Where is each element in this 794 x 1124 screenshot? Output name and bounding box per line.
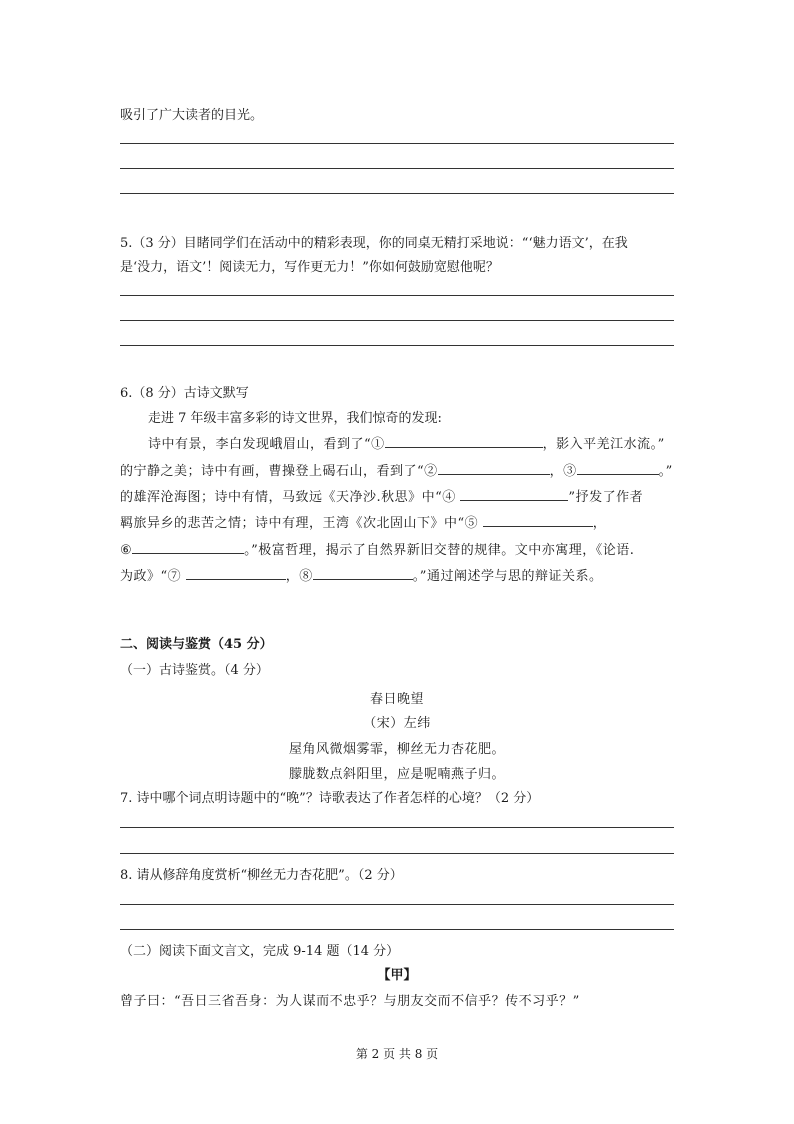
poem-line2: 朦胧数点斜阳里，应是呢喃燕子归。	[288, 767, 505, 782]
blank-2[interactable]	[438, 460, 550, 475]
blank-8[interactable]	[313, 565, 413, 580]
quote-line: 曾子曰：“吾日三省吾身：为人谋而不忠乎？与朋友交而不信乎？传不习乎？”	[120, 994, 580, 1009]
q6-heading: 6.（8 分）古诗文默写	[120, 386, 249, 401]
answer-line[interactable]	[120, 904, 674, 905]
answer-line[interactable]	[120, 827, 674, 828]
blank-6[interactable]	[132, 539, 244, 554]
answer-line[interactable]	[120, 929, 674, 930]
poem-author: （宋）左纬	[363, 716, 431, 731]
q6-line3: 的雄浑沧海图；诗中有情，马致远《天净沙.秋思》中“④ ”抒发了作者	[120, 486, 643, 505]
answer-line[interactable]	[120, 143, 674, 144]
blank-3[interactable]	[577, 460, 659, 475]
jia-label: 【甲】	[377, 968, 417, 983]
q6-line5: ⑥ 。”极富哲理，揭示了自然界新旧交替的规律。文中亦寓理，《论语.	[120, 539, 634, 558]
intro-line: 吸引了广大读者的目光。	[120, 108, 264, 123]
answer-line[interactable]	[120, 320, 674, 321]
blank-4[interactable]	[460, 486, 568, 501]
blank-7[interactable]	[186, 565, 286, 580]
q6-line6: 为政》“⑦ ，⑧ 。”通过阐述学与思的辩证关系。	[120, 565, 602, 584]
poem-title: 春日晚望	[369, 692, 424, 707]
q8: 8. 请从修辞角度赏析“柳丝无力杏花肥”。（2 分）	[120, 868, 403, 883]
q7: 7. 诗中哪个词点明诗题中的“晚”？诗歌表达了作者怎样的心境？（2 分）	[120, 791, 540, 806]
q6-intro: 走进 7 年级丰富多彩的诗文世界，我们惊奇的发现:	[148, 411, 442, 426]
q5-line2: 是‘没力，语文’！阅读无力，写作更无力！”你如何鼓励宽慰他呢？	[120, 260, 499, 275]
blank-1[interactable]	[385, 433, 543, 448]
q6-line4: 羁旅异乡的悲苦之情；诗中有理，王湾《次北固山下》中“⑤ ，	[120, 512, 606, 531]
section-title: 二、阅读与鉴赏（45 分）	[120, 637, 273, 652]
q5-line1: 5.（3 分）目睹同学们在活动中的精彩表现，你的同桌无精打采地说：“‘魅力语文’，在我	[120, 236, 628, 251]
page-footer: 第 2 页 共 8 页	[355, 1047, 439, 1061]
blank-5[interactable]	[483, 512, 593, 527]
answer-line[interactable]	[120, 295, 674, 296]
poem-line1: 屋角风微烟雾霏，柳丝无力杏花肥。	[288, 742, 505, 757]
q6-line1: 诗中有景，李白发现峨眉山，看到了“① ，影入平羌江水流。”	[148, 433, 665, 452]
part1-heading: （一）古诗鉴赏。（4 分）	[120, 663, 269, 678]
answer-line[interactable]	[120, 853, 674, 854]
q6-line2: 的宁静之美；诗中有画，曹操登上碣石山，看到了“② ，③ 。”	[120, 460, 673, 479]
answer-line[interactable]	[120, 168, 674, 169]
answer-line[interactable]	[120, 345, 674, 346]
part2-heading: （二）阅读下面文言文，完成 9-14 题（14 分）	[120, 944, 400, 959]
answer-line[interactable]	[120, 193, 674, 194]
